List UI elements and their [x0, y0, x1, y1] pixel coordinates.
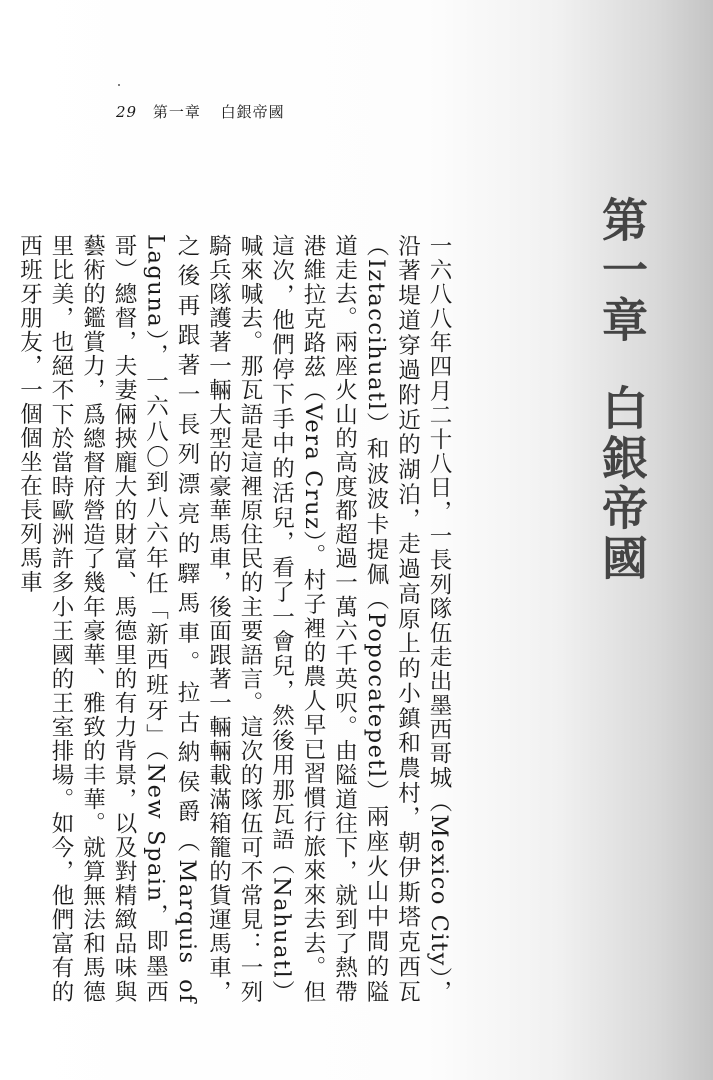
- header-chapter-title: 白銀帝國: [220, 103, 285, 121]
- chapter-title: 白銀帝國: [595, 384, 649, 584]
- header-chapter-label: 第一章: [152, 103, 201, 121]
- chapter-heading: [592, 196, 652, 584]
- body-text: [16, 234, 454, 1004]
- page-number: 29: [116, 103, 138, 121]
- scan-speck: [118, 84, 120, 86]
- running-header: [116, 101, 285, 122]
- chapter-label: 第一章: [595, 196, 649, 346]
- body-paragraph: 一六八八年四月二十八日，一長列隊伍走出墨西哥城（Mexico City），沿著堤道穿過附近的湖泊，走過高原上的小鎮和農村，朝伊斯塔克西瓦（Iztaccihuatl）和波波卡提佩（Popocatepetl）兩座火山中間的隘道走去。兩座火山的高度都超過一萬六千英呎。由隘道往下，就到了熱帶港維拉克路茲（Vera Cruz）。村子裡的農人早已習慣行旅來來去去。但這次，他們停下手中的活兒，看了一會兒，然後用那瓦語（Nahuatl）喊來喊去。那瓦語是這裡原住民的主要語言。這次的隊伍可不常見：一列騎兵隊護著一輛大型的豪華馬車，後面跟著一輛輛載滿箱籠的貨運馬車，之後再跟著一長列漂亮的驛馬車。拉古納侯爵（Marquis of Laguna），一六八〇到八六年任「新西班牙」（New Spain，即墨西哥）總督，夫妻倆挾龐大的財富、馬德里的有力背景，以及對精緻品味與藝術的鑑賞力，爲總督府營造了幾年豪華、雅致的丰華。就算無法和馬德里比美，也絕不下於當時歐洲許多小王國的王室排場。如今，他們富有的西班牙朋友，一個個坐在長列馬車: [16, 234, 452, 1004]
